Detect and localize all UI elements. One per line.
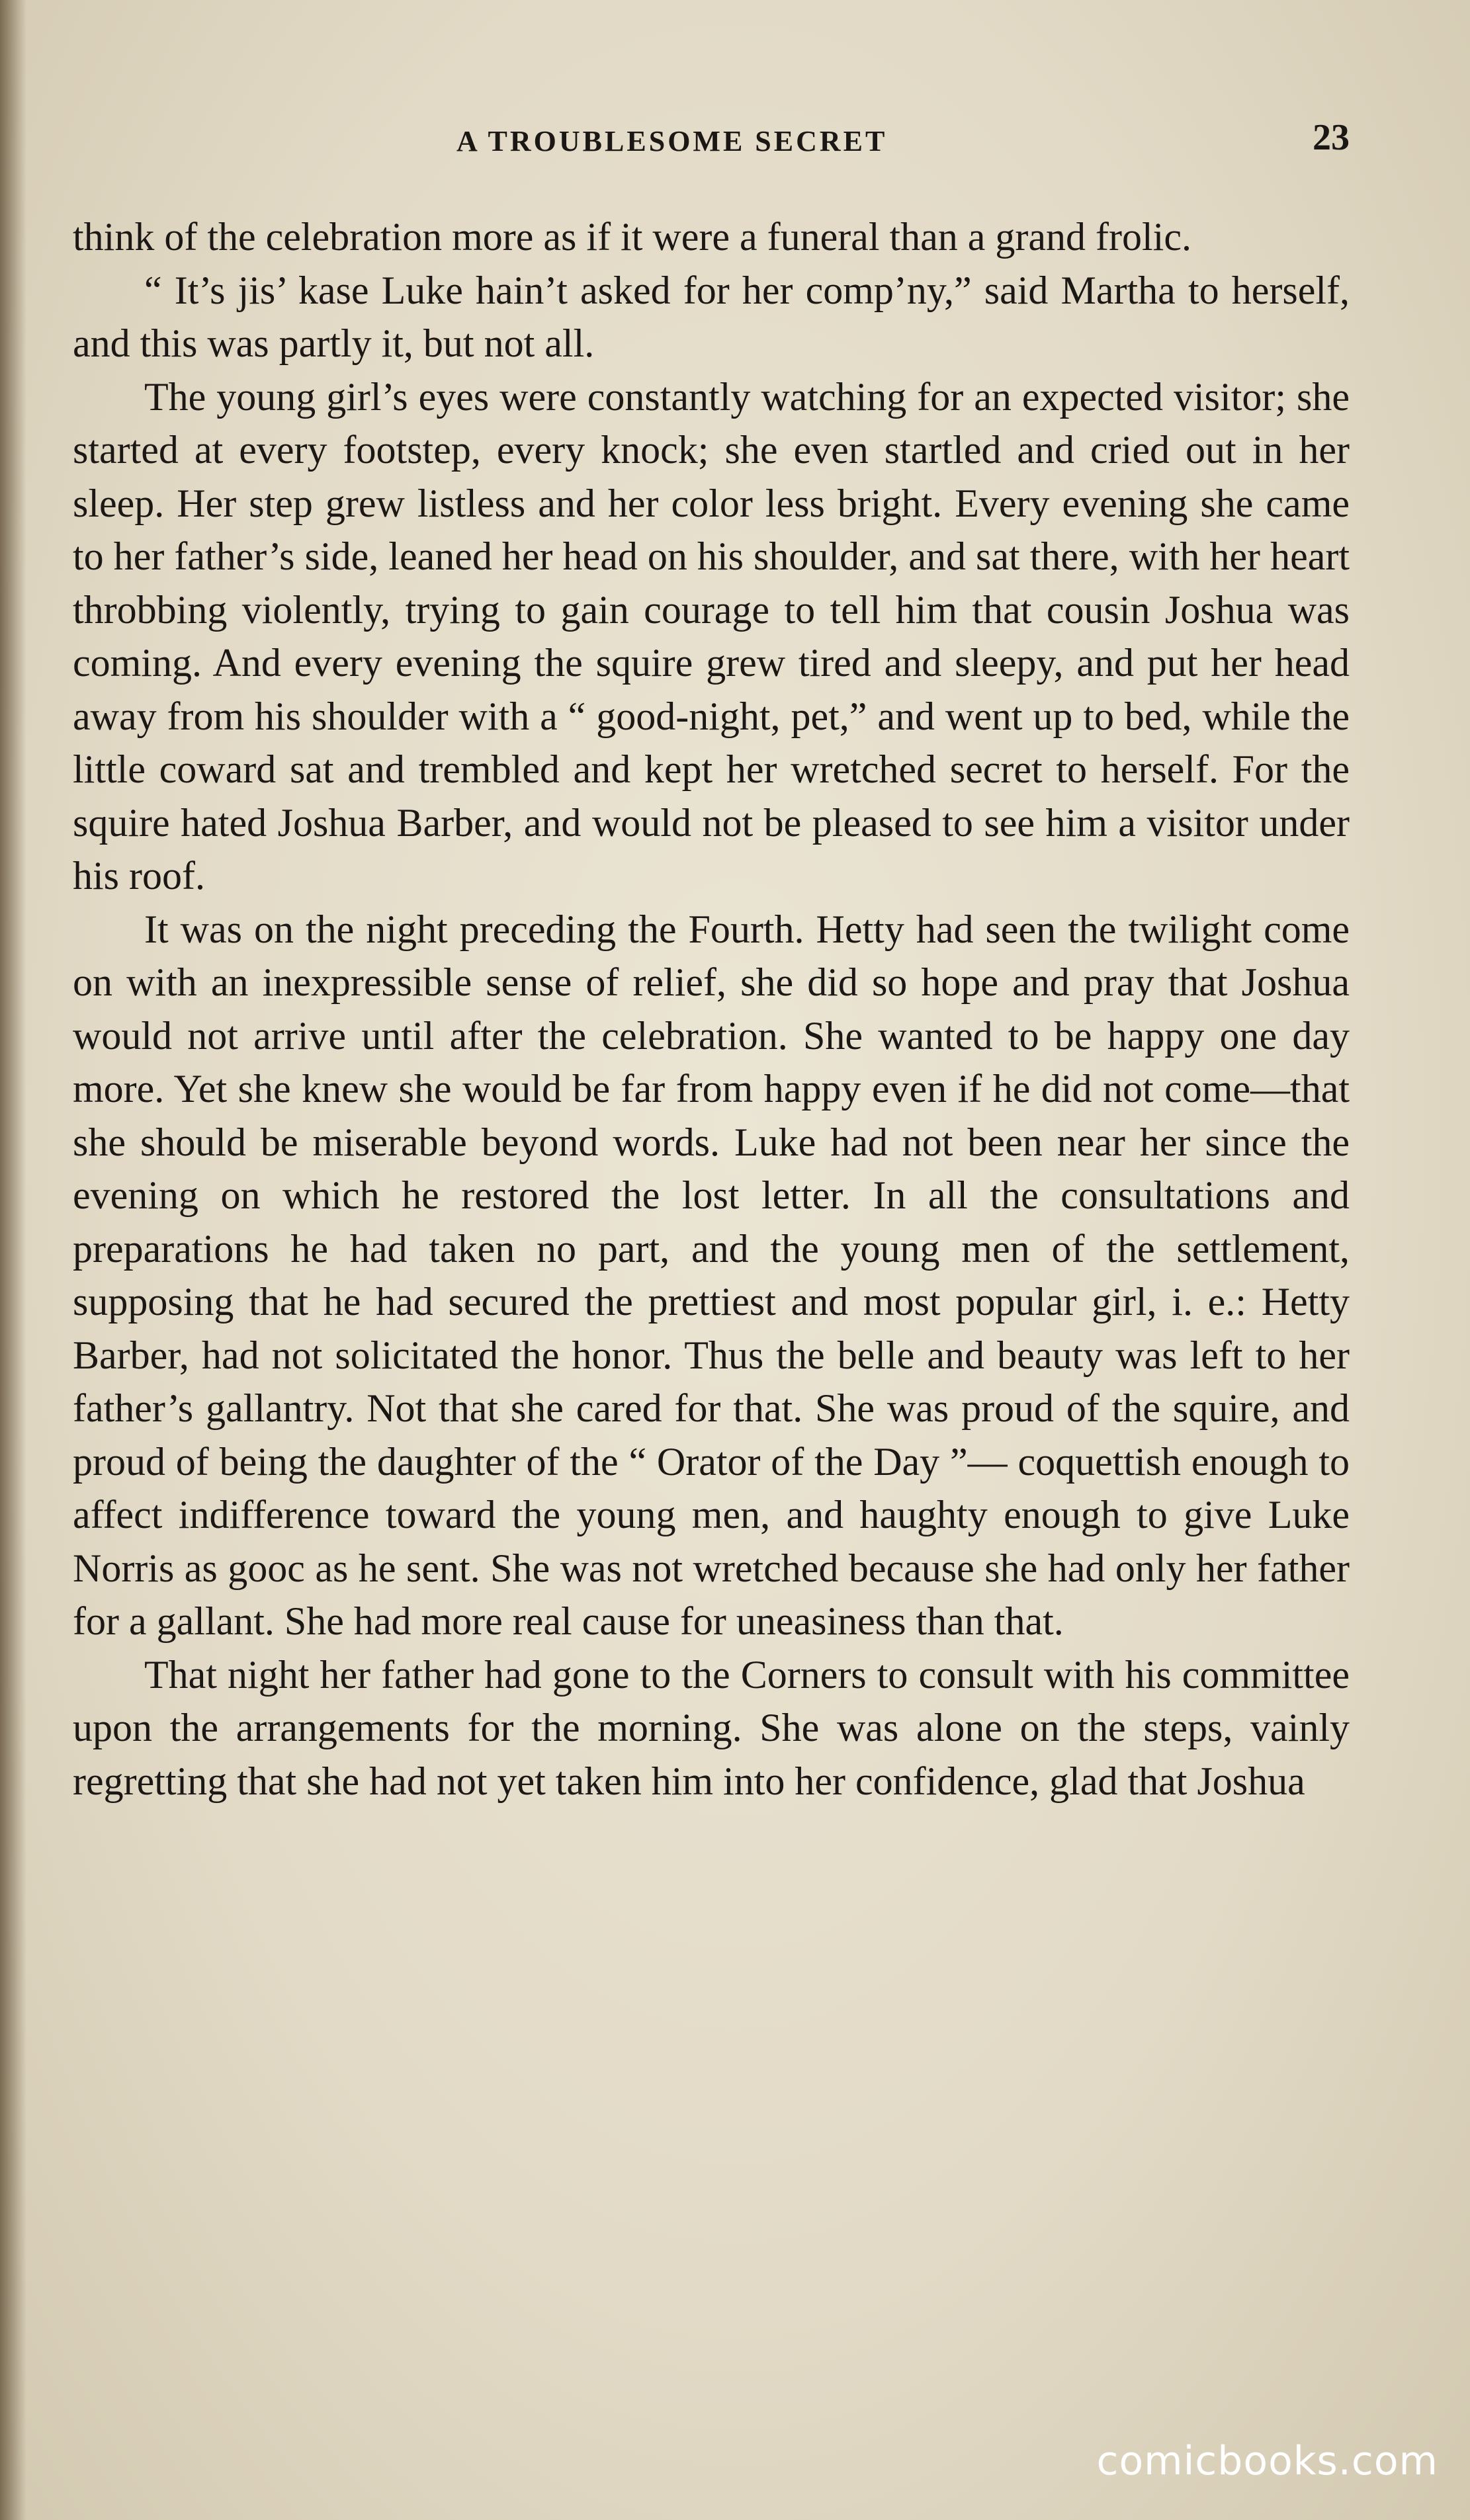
paragraph: The young girl’s eyes were constantly watching for an expected visitor; she started at every footstep, every knock; she even startled and cried out in her sleep. Her step grew listless and her color less bright. Every evening she came to her father’s side, leaned her head on his shoulder, and sat there, with her heart throbbing violently, trying to gain courage to tell him that cousin Joshua was coming. And every evening the squire grew tired and sleepy, and put her head away from his shoulder with a “ good-night, pet,” and went up to bed, while the little coward sat and trembled and kept her wretched secret to herself. For the squire hated Joshua Barber, and would not be pleased to see him a visitor under his roof. bbox=[73, 374, 1350, 898]
running-head bbox=[73, 106, 1350, 172]
spine-shadow bbox=[0, 0, 26, 2520]
page-number: 23 bbox=[1313, 117, 1350, 158]
paragraph: It was on the night preceding the Fourth. Hetty had seen the twilight come on with an inexpressible sense of relief, she did so hope and pray that Joshua would not arrive until after the celebration. She wanted to be happy one day more. Yet she knew she would be far from happy even if he did not come—that she should be miserable beyond words. Luke had not been near her since the evening on which he restored the lost letter. In all the consultations and preparations he had taken no part, and the young men of the settlement, supposing that he had secured the prettiest and most popular girl, i. e.: Hetty Barber, had not solicitated the honor. Thus the belle and beauty was left to her father’s gallantry. Not that she cared for that. She was proud of the squire, and proud of being the daughter of the “ Orator of the Day ”— coquettish enough to affect indifference toward the young men, and haughty enough to give Luke Norris as gooc as he sent. She was not wretched because she had only her father for a gallant. She had more real cause for uneasiness than that. bbox=[73, 907, 1350, 1643]
paragraph: That night her father had gone to the Corners to consult with his committee upon the arrangements for the morning. She was alone on the steps, vainly regretting that she had not yet taken him into her confidence, glad that Joshua bbox=[73, 1652, 1350, 1803]
running-title: A TROUBLESOME SECRET bbox=[456, 125, 888, 157]
body-text bbox=[73, 210, 1350, 1808]
paragraph-continuation: think of the celebration more as if it were a funeral than a grand frolic. bbox=[73, 215, 1191, 259]
paragraph: “ It’s jis’ kase Luke hain’t asked for her comp’ny,” said Martha to herself, and this was partly it, but not all. bbox=[73, 268, 1350, 365]
watermark: comicbooks.com bbox=[1096, 2438, 1438, 2484]
